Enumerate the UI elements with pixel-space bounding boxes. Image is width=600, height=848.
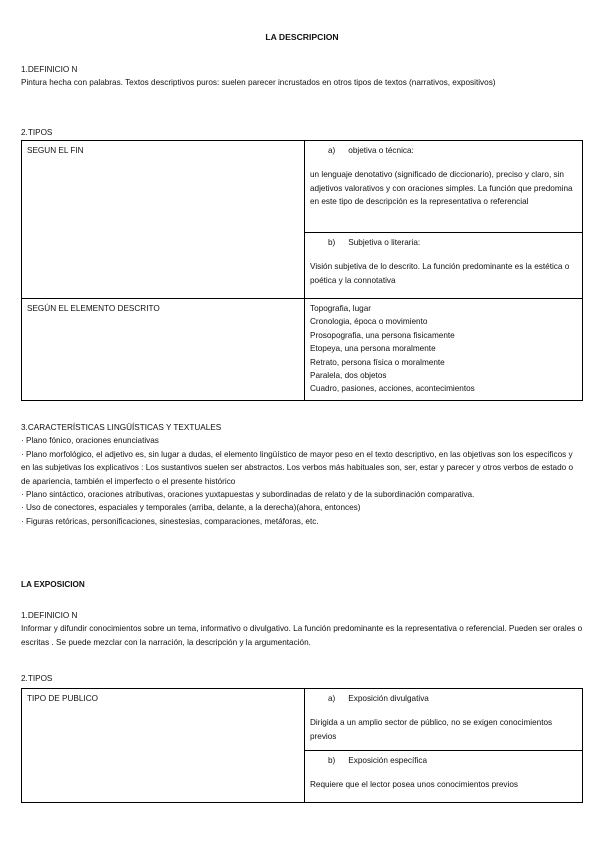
- descripcion-subjetiva-cell: [305, 233, 583, 299]
- descripcion-objetiva-text: un lenguaje denotativo (significado de diccionario), preciso y claro, sin adjetivos valorativos y con oraciones simples. La función que predomina en este tipo de descripción es la representativa o referencial: [310, 170, 573, 207]
- exposicion-divulgativa-text: Dirigida a un amplio sector de público, no se exigen conocimientos previos: [310, 718, 553, 741]
- caracteristicas-heading: 3.CARACTERÍSTICAS LINGÜÍSTICAS Y TEXTUALES: [21, 423, 222, 432]
- exposicion-especifica-cell: [305, 751, 583, 803]
- list-item: Cronologia, época o movimiento: [310, 317, 428, 327]
- table-row: [22, 299, 583, 401]
- option-title: Exposición específica: [348, 756, 428, 765]
- list-item: Paralela, dos objetos: [310, 371, 387, 381]
- option-title: objetiva o técnica:: [348, 146, 414, 155]
- list-item: Retrato, persona física o moralmente: [310, 357, 445, 367]
- option-title: Exposición divulgativa: [348, 694, 429, 703]
- descripcion-subjetiva-text: Visión subjetiva de lo descrito. La función predominante es la estética o poética y la connotativa: [310, 262, 570, 285]
- exposicion-definicion-heading: 1.DEFINICIO N: [21, 611, 78, 620]
- exposicion-definicion-section: [21, 609, 583, 649]
- list-item: Cuadro, pasiones, acciones, acontecimientos: [310, 384, 475, 394]
- descripcion-fin-label: SEGUN EL FIN: [22, 141, 305, 299]
- exposicion-title: LA EXPOSICION: [21, 580, 85, 589]
- list-item: Etopeya, una persona moralmente: [310, 344, 436, 354]
- option-marker: a): [328, 694, 336, 703]
- list-item: · Figuras retóricas, personificaciones, sinestesias, comparaciones, metáforas, etc.: [21, 516, 319, 526]
- page-title: LA DESCRIPCION: [265, 32, 339, 42]
- list-item: · Uso de conectores, espaciales y temporales (arriba, delante, a la derecha)(ahora, entonces): [21, 503, 361, 513]
- list-item: · Plano morfológico, el adjetivo es, sin lugar a dudas, el elemento lingüístico de mayor peso en el texto descriptivo, en las objetivas son los especificos y en las subjetivas los explicativos : Los sustantivos suelen ser abstractos. Los verbos más habituales son, ser, estar y parecer y otros verbos de estado o de apariencia, también el imperfecto o el presente histórico: [21, 449, 574, 486]
- list-item: Prosopografia, una persona fisicamente: [310, 330, 455, 340]
- descripcion-subjetiva-title: [310, 236, 577, 249]
- descripcion-elemento-label: SEGÚN EL ELEMENTO DESCRITO: [22, 299, 305, 401]
- descripcion-objetiva-cell: [305, 141, 583, 233]
- descripcion-tipos-table: [21, 140, 583, 401]
- descripcion-caracteristicas-section: [21, 421, 583, 528]
- descripcion-definicion-heading: 1.DEFINICIO N: [21, 65, 78, 74]
- list-item: · Plano sintáctico, oraciones atributivas, oraciones yuxtapuestas y subordinadas de relato y de la subordinación comparativa.: [21, 490, 475, 500]
- option-marker: a): [328, 146, 336, 155]
- descripcion-elemento-list: [305, 299, 583, 401]
- descripcion-tipos-heading: 2.TIPOS: [21, 128, 53, 137]
- exposicion-especifica-title: [310, 754, 577, 767]
- exposicion-tipos-heading: 2.TIPOS: [21, 674, 53, 683]
- descripcion-objetiva-title: [310, 144, 577, 157]
- table-row: [22, 689, 583, 751]
- option-title: Subjetiva o literaria:: [348, 238, 421, 247]
- option-marker: b): [328, 756, 336, 765]
- exposicion-divulgativa-cell: [305, 689, 583, 751]
- list-item: Topografia, lugar: [310, 304, 371, 313]
- table-row: [22, 141, 583, 233]
- list-item: · Plano fónico, oraciones enunciativas: [21, 436, 159, 446]
- exposicion-publico-label: TIPO DE PUBLICO: [22, 689, 305, 803]
- descripcion-definicion-text: Pintura hecha con palabras. Textos descriptivos puros: suelen parecer incrustados en otros tipos de textos (narrativos, expositivos): [21, 78, 496, 88]
- exposicion-especifica-text: Requiere que el lector posea unos conocimientos previos: [310, 780, 518, 790]
- option-marker: b): [328, 238, 336, 247]
- exposicion-tipos-table: [21, 688, 583, 803]
- descripcion-definicion-section: [21, 63, 583, 90]
- exposicion-definicion-text: Informar y difundir conocimientos sobre un tema, informativo o divulgativo. La función predominante es la representativa o referencial. Pueden ser orales o escritas . Se puede mezclar con la narración, la descripción y la argumentación.: [21, 624, 583, 647]
- exposicion-divulgativa-title: [310, 692, 577, 705]
